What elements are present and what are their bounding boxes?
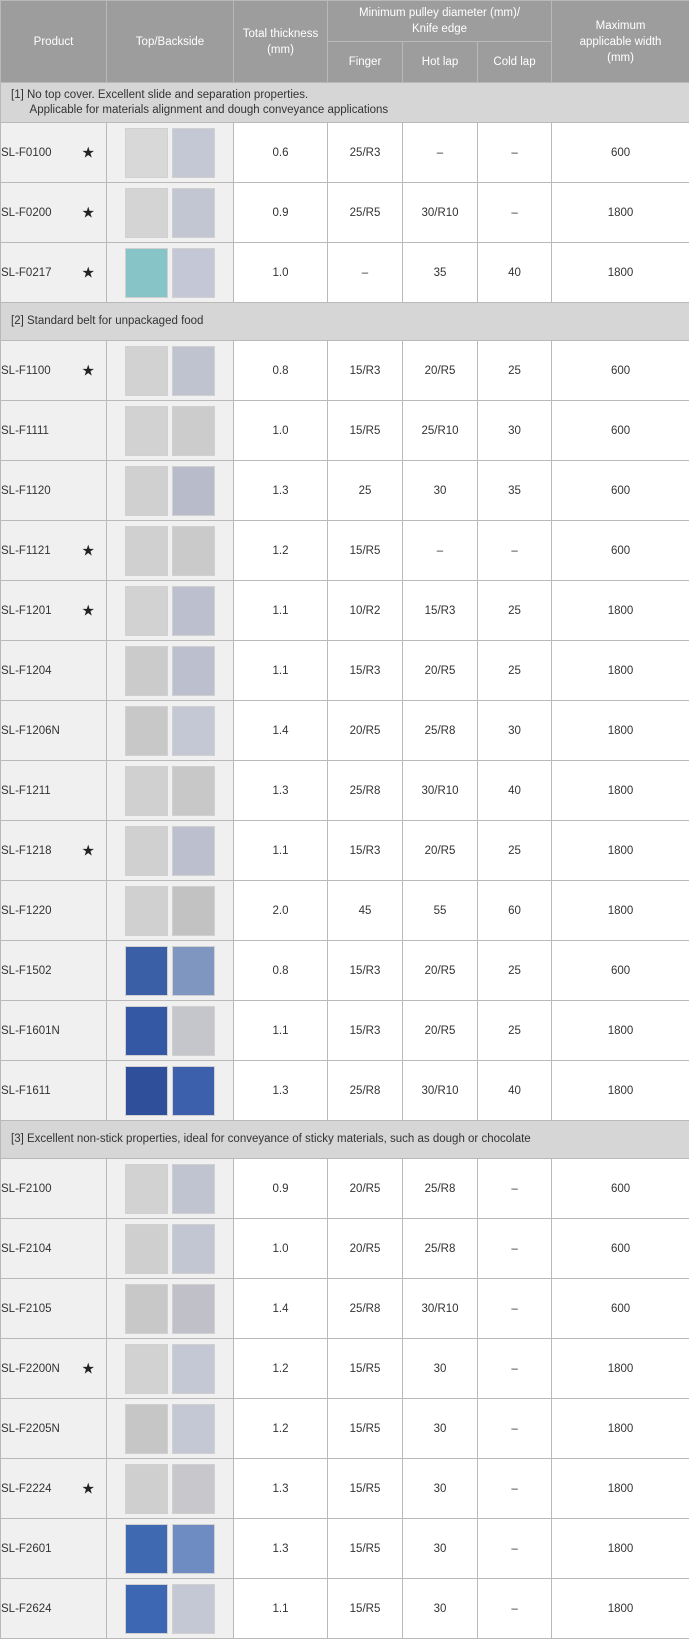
hot-lap-cell: 30/R10 xyxy=(403,761,478,821)
top-surface-swatch xyxy=(125,1344,168,1394)
cold-lap-cell: 30 xyxy=(478,701,552,761)
hot-lap-cell: 35 xyxy=(403,243,478,303)
backside-swatch xyxy=(172,946,215,996)
table-row xyxy=(1,1159,689,1219)
finger-cell: 15/R5 xyxy=(328,1399,403,1459)
cold-lap-cell: 25 xyxy=(478,581,552,641)
finger-cell: 25/R3 xyxy=(328,123,403,183)
cold-lap-cell: – xyxy=(478,521,552,581)
table-row xyxy=(1,821,689,881)
max-width-cell: 1800 xyxy=(552,1579,689,1639)
product-code: SL-F2601 xyxy=(1,1542,52,1555)
table-row xyxy=(1,881,689,941)
thickness-cell: 1.4 xyxy=(234,1279,328,1339)
product-code: SL-F1218 xyxy=(1,844,52,857)
table-row xyxy=(1,1219,689,1279)
max-width-cell: 1800 xyxy=(552,1399,689,1459)
thickness-cell: 0.6 xyxy=(234,123,328,183)
table-row xyxy=(1,761,689,821)
hot-lap-cell: 30 xyxy=(403,1519,478,1579)
product-cell xyxy=(1,1339,107,1399)
product-code: SL-F2104 xyxy=(1,1242,52,1255)
top-surface-swatch xyxy=(125,1404,168,1454)
finger-cell: 15/R5 xyxy=(328,521,403,581)
product-code: SL-F1120 xyxy=(1,484,51,497)
cold-lap-cell: 40 xyxy=(478,761,552,821)
finger-cell: 15/R3 xyxy=(328,941,403,1001)
backside-swatch xyxy=(172,1284,215,1334)
product-cell xyxy=(1,1001,107,1061)
product-cell xyxy=(1,761,107,821)
cold-lap-cell: 30 xyxy=(478,401,552,461)
swatch-cell xyxy=(107,341,234,401)
hot-lap-cell: 30 xyxy=(403,1579,478,1639)
table-row xyxy=(1,1001,689,1061)
finger-cell: 15/R5 xyxy=(328,1459,403,1519)
top-surface-swatch xyxy=(125,1524,168,1574)
backside-swatch xyxy=(172,188,215,238)
hot-lap-cell: 20/R5 xyxy=(403,941,478,1001)
table-row xyxy=(1,1339,689,1399)
top-surface-swatch xyxy=(125,886,168,936)
max-width-cell: 1800 xyxy=(552,821,689,881)
backside-swatch xyxy=(172,886,215,936)
finger-cell: 15/R3 xyxy=(328,341,403,401)
finger-cell: 45 xyxy=(328,881,403,941)
thickness-cell: 1.0 xyxy=(234,401,328,461)
product-cell xyxy=(1,581,107,641)
backside-swatch xyxy=(172,1584,215,1634)
header-top-backside: Top/Backside xyxy=(107,1,234,83)
product-cell xyxy=(1,1279,107,1339)
cold-lap-cell: – xyxy=(478,1159,552,1219)
thickness-cell: 1.2 xyxy=(234,1339,328,1399)
top-surface-swatch xyxy=(125,248,168,298)
product-code: SL-F1201 xyxy=(1,604,52,617)
finger-cell: 15/R5 xyxy=(328,401,403,461)
thickness-cell: 1.2 xyxy=(234,521,328,581)
product-cell xyxy=(1,401,107,461)
hot-lap-cell: 20/R5 xyxy=(403,821,478,881)
swatch-cell xyxy=(107,881,234,941)
table-row xyxy=(1,183,689,243)
star-icon: ★ xyxy=(81,1360,95,1377)
cold-lap-cell: – xyxy=(478,1399,552,1459)
swatch-cell xyxy=(107,243,234,303)
swatch-cell xyxy=(107,1159,234,1219)
top-surface-swatch xyxy=(125,826,168,876)
max-width-cell: 600 xyxy=(552,521,689,581)
section-title: [1] No top cover. Excellent slide and separation properties. Applicable for materials alignment and dough conveyance applications xyxy=(1,83,689,123)
star-icon: ★ xyxy=(81,144,95,161)
top-surface-swatch xyxy=(125,766,168,816)
product-cell xyxy=(1,881,107,941)
star-icon: ★ xyxy=(81,542,95,559)
swatch-cell xyxy=(107,941,234,1001)
table-row xyxy=(1,243,689,303)
product-cell xyxy=(1,1061,107,1121)
swatch-cell xyxy=(107,1459,234,1519)
finger-cell: 15/R5 xyxy=(328,1339,403,1399)
product-cell xyxy=(1,461,107,521)
swatch-cell xyxy=(107,1279,234,1339)
top-surface-swatch xyxy=(125,1164,168,1214)
thickness-cell: 1.1 xyxy=(234,1001,328,1061)
product-cell xyxy=(1,1399,107,1459)
top-surface-swatch xyxy=(125,946,168,996)
swatch-cell xyxy=(107,123,234,183)
cold-lap-cell: – xyxy=(478,1579,552,1639)
section-header-row xyxy=(1,83,689,123)
swatch-cell xyxy=(107,581,234,641)
top-surface-swatch xyxy=(125,346,168,396)
header-finger: Finger xyxy=(328,42,403,83)
cold-lap-cell: – xyxy=(478,1279,552,1339)
table-row xyxy=(1,701,689,761)
cold-lap-cell: – xyxy=(478,123,552,183)
section-title: [2] Standard belt for unpackaged food xyxy=(1,303,689,341)
table-row xyxy=(1,581,689,641)
max-width-cell: 600 xyxy=(552,401,689,461)
product-code: SL-F2100 xyxy=(1,1182,52,1195)
backside-swatch xyxy=(172,1404,215,1454)
max-width-cell: 1800 xyxy=(552,1061,689,1121)
max-width-cell: 600 xyxy=(552,123,689,183)
table-row xyxy=(1,1399,689,1459)
hot-lap-cell: 20/R5 xyxy=(403,341,478,401)
product-code: SL-F0217 xyxy=(1,266,52,279)
swatch-cell xyxy=(107,1399,234,1459)
hot-lap-cell: – xyxy=(403,521,478,581)
product-code: SL-F2200N xyxy=(1,1362,60,1375)
table-row xyxy=(1,521,689,581)
backside-swatch xyxy=(172,706,215,756)
product-code: SL-F1502 xyxy=(1,964,52,977)
top-surface-swatch xyxy=(125,406,168,456)
backside-swatch xyxy=(172,1006,215,1056)
thickness-cell: 1.1 xyxy=(234,821,328,881)
star-icon: ★ xyxy=(81,264,95,281)
thickness-cell: 1.0 xyxy=(234,243,328,303)
swatch-cell xyxy=(107,183,234,243)
swatch-cell xyxy=(107,641,234,701)
top-surface-swatch xyxy=(125,128,168,178)
thickness-cell: 1.3 xyxy=(234,461,328,521)
backside-swatch xyxy=(172,1344,215,1394)
product-code: SL-F2224 xyxy=(1,1482,52,1495)
product-cell xyxy=(1,1579,107,1639)
top-surface-swatch xyxy=(125,526,168,576)
header-hot-lap: Hot lap xyxy=(403,42,478,83)
star-icon: ★ xyxy=(81,842,95,859)
swatch-cell xyxy=(107,1519,234,1579)
star-icon: ★ xyxy=(81,602,95,619)
backside-swatch xyxy=(172,1164,215,1214)
header-thickness: Total thickness (mm) xyxy=(234,1,328,83)
table-body xyxy=(1,83,689,1639)
finger-cell: 25/R5 xyxy=(328,183,403,243)
hot-lap-cell: 30/R10 xyxy=(403,1279,478,1339)
product-code: SL-F1220 xyxy=(1,904,52,917)
top-surface-swatch xyxy=(125,188,168,238)
backside-swatch xyxy=(172,586,215,636)
max-width-cell: 1800 xyxy=(552,243,689,303)
finger-cell: 25/R8 xyxy=(328,1279,403,1339)
product-code: SL-F1100 xyxy=(1,364,51,377)
product-code: SL-F1611 xyxy=(1,1084,51,1097)
finger-cell: – xyxy=(328,243,403,303)
backside-swatch xyxy=(172,248,215,298)
thickness-cell: 1.1 xyxy=(234,1579,328,1639)
star-icon: ★ xyxy=(81,362,95,379)
backside-swatch xyxy=(172,406,215,456)
swatch-cell xyxy=(107,401,234,461)
cold-lap-cell: – xyxy=(478,183,552,243)
product-code: SL-F1601N xyxy=(1,1024,60,1037)
max-width-cell: 1800 xyxy=(552,701,689,761)
product-code: SL-F0200 xyxy=(1,206,52,219)
backside-swatch xyxy=(172,1464,215,1514)
max-width-cell: 600 xyxy=(552,941,689,1001)
top-surface-swatch xyxy=(125,1066,168,1116)
max-width-cell: 1800 xyxy=(552,881,689,941)
hot-lap-cell: 20/R5 xyxy=(403,641,478,701)
thickness-cell: 0.9 xyxy=(234,183,328,243)
max-width-cell: 1800 xyxy=(552,183,689,243)
finger-cell: 25 xyxy=(328,461,403,521)
table-row xyxy=(1,1279,689,1339)
thickness-cell: 1.3 xyxy=(234,1061,328,1121)
finger-cell: 20/R5 xyxy=(328,1219,403,1279)
star-icon: ★ xyxy=(81,204,95,221)
hot-lap-cell: 30/R10 xyxy=(403,183,478,243)
cold-lap-cell: 25 xyxy=(478,941,552,1001)
max-width-cell: 600 xyxy=(552,1219,689,1279)
swatch-cell xyxy=(107,1061,234,1121)
swatch-cell xyxy=(107,461,234,521)
product-code: SL-F2105 xyxy=(1,1302,52,1315)
max-width-cell: 1800 xyxy=(552,1519,689,1579)
thickness-cell: 0.8 xyxy=(234,341,328,401)
table-row xyxy=(1,1579,689,1639)
cold-lap-cell: – xyxy=(478,1459,552,1519)
table-row xyxy=(1,341,689,401)
hot-lap-cell: 30 xyxy=(403,1339,478,1399)
product-cell xyxy=(1,1519,107,1579)
header-pulley-diameter: Minimum pulley diameter (mm)/ Knife edge xyxy=(328,1,552,42)
table-row xyxy=(1,401,689,461)
backside-swatch xyxy=(172,128,215,178)
table-row xyxy=(1,641,689,701)
hot-lap-cell: 30/R10 xyxy=(403,1061,478,1121)
finger-cell: 15/R5 xyxy=(328,1519,403,1579)
swatch-cell xyxy=(107,821,234,881)
hot-lap-cell: 30 xyxy=(403,461,478,521)
hot-lap-cell: 25/R10 xyxy=(403,401,478,461)
thickness-cell: 0.8 xyxy=(234,941,328,1001)
backside-swatch xyxy=(172,526,215,576)
product-code: SL-F0100 xyxy=(1,146,52,159)
thickness-cell: 1.3 xyxy=(234,1519,328,1579)
hot-lap-cell: 15/R3 xyxy=(403,581,478,641)
max-width-cell: 1800 xyxy=(552,1001,689,1061)
hot-lap-cell: 25/R8 xyxy=(403,701,478,761)
hot-lap-cell: 30 xyxy=(403,1459,478,1519)
product-cell xyxy=(1,243,107,303)
section-header-row xyxy=(1,1121,689,1159)
product-cell xyxy=(1,1219,107,1279)
top-surface-swatch xyxy=(125,1464,168,1514)
backside-swatch xyxy=(172,1066,215,1116)
cold-lap-cell: 40 xyxy=(478,243,552,303)
cold-lap-cell: 25 xyxy=(478,821,552,881)
thickness-cell: 1.1 xyxy=(234,581,328,641)
finger-cell: 25/R8 xyxy=(328,761,403,821)
cold-lap-cell: 25 xyxy=(478,641,552,701)
table-row xyxy=(1,123,689,183)
swatch-cell xyxy=(107,1001,234,1061)
cold-lap-cell: – xyxy=(478,1519,552,1579)
finger-cell: 20/R5 xyxy=(328,1159,403,1219)
product-cell xyxy=(1,521,107,581)
max-width-cell: 600 xyxy=(552,461,689,521)
product-code: SL-F1121 xyxy=(1,544,51,557)
finger-cell: 10/R2 xyxy=(328,581,403,641)
max-width-cell: 1800 xyxy=(552,1339,689,1399)
swatch-cell xyxy=(107,1219,234,1279)
table-row xyxy=(1,1459,689,1519)
hot-lap-cell: 55 xyxy=(403,881,478,941)
product-cell xyxy=(1,1159,107,1219)
thickness-cell: 2.0 xyxy=(234,881,328,941)
header-cold-lap: Cold lap xyxy=(478,42,552,83)
backside-swatch xyxy=(172,826,215,876)
product-cell xyxy=(1,1459,107,1519)
finger-cell: 15/R3 xyxy=(328,1001,403,1061)
hot-lap-cell: 25/R8 xyxy=(403,1159,478,1219)
product-cell xyxy=(1,123,107,183)
top-surface-swatch xyxy=(125,466,168,516)
backside-swatch xyxy=(172,766,215,816)
cold-lap-cell: – xyxy=(478,1339,552,1399)
thickness-cell: 1.3 xyxy=(234,761,328,821)
product-code: SL-F1206N xyxy=(1,724,60,737)
product-cell xyxy=(1,183,107,243)
max-width-cell: 1800 xyxy=(552,761,689,821)
cold-lap-cell: 25 xyxy=(478,341,552,401)
hot-lap-cell: 25/R8 xyxy=(403,1219,478,1279)
top-surface-swatch xyxy=(125,1224,168,1274)
thickness-cell: 1.1 xyxy=(234,641,328,701)
backside-swatch xyxy=(172,646,215,696)
product-code: SL-F1211 xyxy=(1,784,51,797)
backside-swatch xyxy=(172,346,215,396)
top-surface-swatch xyxy=(125,706,168,756)
product-cell xyxy=(1,821,107,881)
product-code: SL-F2624 xyxy=(1,1602,52,1615)
backside-swatch xyxy=(172,1524,215,1574)
product-cell xyxy=(1,641,107,701)
max-width-cell: 1800 xyxy=(552,641,689,701)
product-cell xyxy=(1,701,107,761)
finger-cell: 15/R3 xyxy=(328,641,403,701)
backside-swatch xyxy=(172,466,215,516)
product-code: SL-F1111 xyxy=(1,424,49,437)
table-row xyxy=(1,461,689,521)
table-header xyxy=(1,1,689,83)
max-width-cell: 600 xyxy=(552,1279,689,1339)
top-surface-swatch xyxy=(125,1284,168,1334)
cold-lap-cell: 35 xyxy=(478,461,552,521)
product-cell xyxy=(1,341,107,401)
header-max-width: Maximum applicable width (mm) xyxy=(552,1,689,83)
finger-cell: 15/R3 xyxy=(328,821,403,881)
max-width-cell: 600 xyxy=(552,341,689,401)
table-row xyxy=(1,1061,689,1121)
section-title: [3] Excellent non-stick properties, ideal for conveyance of sticky materials, such as dough or chocolate xyxy=(1,1121,689,1159)
top-surface-swatch xyxy=(125,646,168,696)
product-code: SL-F1204 xyxy=(1,664,52,677)
finger-cell: 25/R8 xyxy=(328,1061,403,1121)
section-header-row xyxy=(1,303,689,341)
max-width-cell: 1800 xyxy=(552,581,689,641)
table-row xyxy=(1,1519,689,1579)
hot-lap-cell: 30 xyxy=(403,1399,478,1459)
top-surface-swatch xyxy=(125,1006,168,1056)
max-width-cell: 1800 xyxy=(552,1459,689,1519)
product-cell xyxy=(1,941,107,1001)
finger-cell: 15/R5 xyxy=(328,1579,403,1639)
thickness-cell: 0.9 xyxy=(234,1159,328,1219)
star-icon: ★ xyxy=(81,1480,95,1497)
product-code: SL-F2205N xyxy=(1,1422,60,1435)
swatch-cell xyxy=(107,701,234,761)
cold-lap-cell: – xyxy=(478,1219,552,1279)
swatch-cell xyxy=(107,1339,234,1399)
thickness-cell: 1.0 xyxy=(234,1219,328,1279)
cold-lap-cell: 60 xyxy=(478,881,552,941)
thickness-cell: 1.3 xyxy=(234,1459,328,1519)
swatch-cell xyxy=(107,1579,234,1639)
max-width-cell: 600 xyxy=(552,1159,689,1219)
thickness-cell: 1.4 xyxy=(234,701,328,761)
cold-lap-cell: 25 xyxy=(478,1001,552,1061)
header-product: Product xyxy=(1,1,107,83)
swatch-cell xyxy=(107,761,234,821)
swatch-cell xyxy=(107,521,234,581)
thickness-cell: 1.2 xyxy=(234,1399,328,1459)
table-row xyxy=(1,941,689,1001)
top-surface-swatch xyxy=(125,1584,168,1634)
hot-lap-cell: – xyxy=(403,123,478,183)
top-surface-swatch xyxy=(125,586,168,636)
backside-swatch xyxy=(172,1224,215,1274)
finger-cell: 20/R5 xyxy=(328,701,403,761)
cold-lap-cell: 40 xyxy=(478,1061,552,1121)
hot-lap-cell: 20/R5 xyxy=(403,1001,478,1061)
